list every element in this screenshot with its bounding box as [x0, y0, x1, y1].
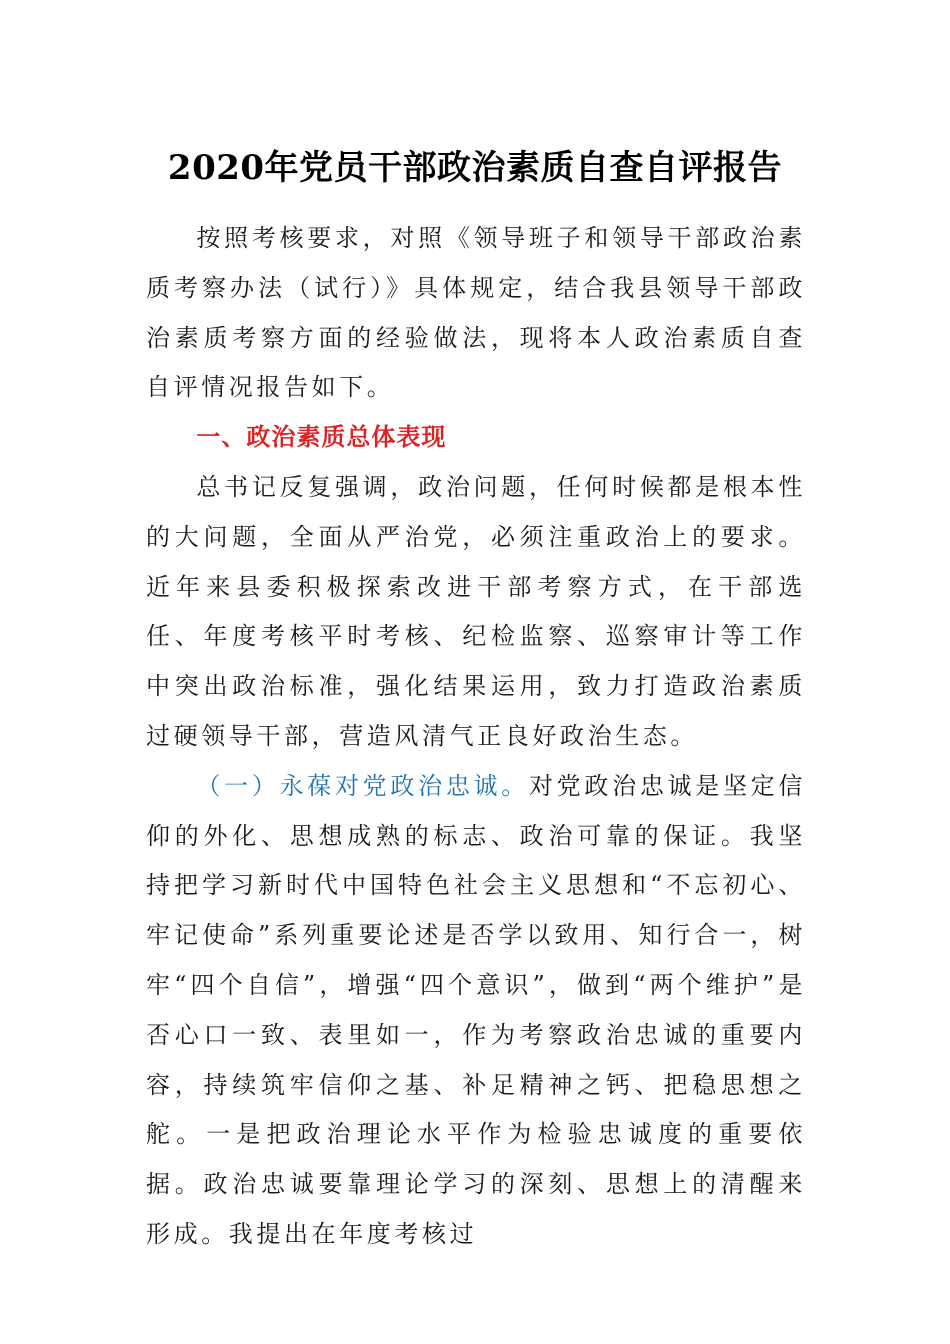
- subsection-heading: （一）永葆对党政治忠诚。: [196, 771, 529, 800]
- document-title: 2020年党员干部政治素质自查自评报告: [167, 148, 783, 188]
- section-paragraph: 总书记反复强调，政治问题，任何时候都是根本性的大问题，全面从严治党，必须注重政治上的要求。近年来县委积极探索改进干部考察方式，在干部选任、年度考核平时考核、纪检监察、巡察审计等工作中突出政治标准，强化结果运用，致力打造政治素质过硬领导干部，营造风清气正良好政治生态。: [146, 472, 806, 750]
- subsection-paragraph: [146, 762, 806, 1260]
- document-body: [146, 214, 806, 1260]
- section-heading: [146, 413, 806, 463]
- subsection-text: 对党政治忠诚是坚定信仰的外化、思想成熟的标志、政治可靠的保证。我坚持把学习新时代中国特色社会主义思想和“不忘初心、牢记使命”系列重要论述是否学以致用、知行合一，树牢“四个自信”，增强“四个意识”，做到“两个维护”是否心口一致、表里如一，作为考察政治忠诚的重要内容，持续筑牢信仰之基、补足精神之钙、把稳思想之舵。一是把政治理论水平作为检验忠诚度的重要依据。政治忠诚要靠理论学习的深刻、思想上的清醒来形成。我提出在年度考核过: [146, 771, 806, 1248]
- intro-paragraph: 按照考核要求，对照《领导班子和领导干部政治素质考察办法（试行）》具体规定，结合我县领导干部政治素质考察方面的经验做法，现将本人政治素质自查自评情况报告如下。: [146, 224, 806, 402]
- section-heading-text: 一、政治素质总体表现: [196, 423, 447, 452]
